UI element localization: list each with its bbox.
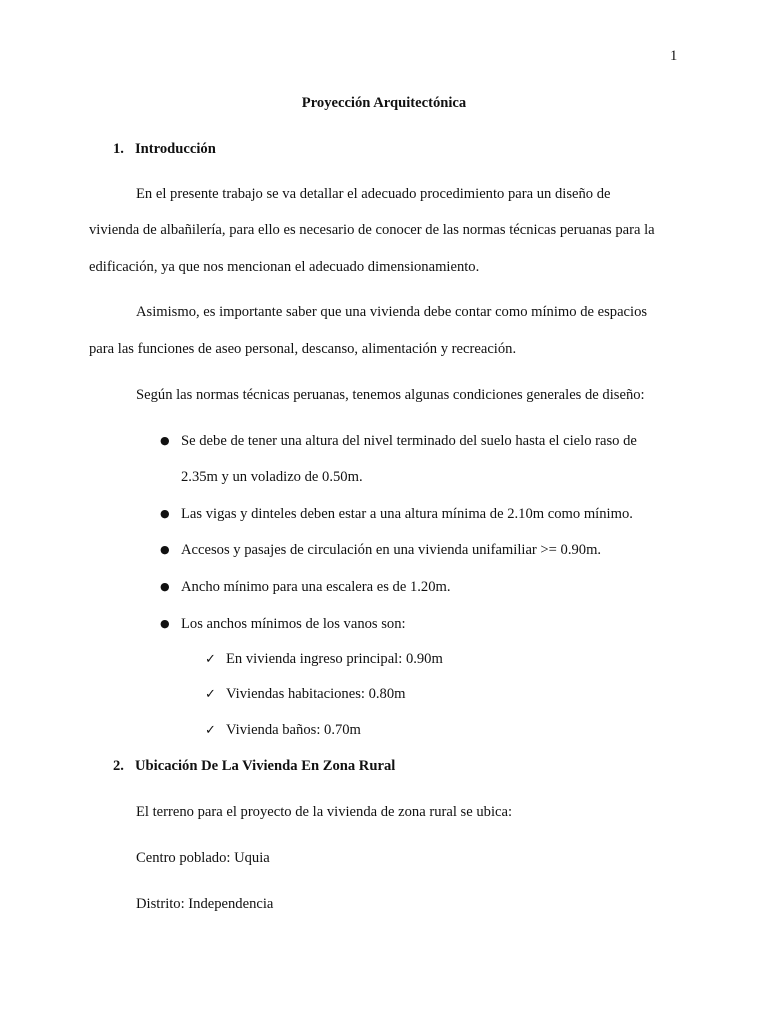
intro-paragraph-line-3: edificación, ya que nos mencionan el adecuado dimensionamiento. [89,259,480,275]
bullet-item [160,617,406,632]
bullet-text: Las vigas y dinteles deben estar a una altura mínima de 2.10m como mínimo. [181,506,633,522]
bullet-text: Ancho mínimo para una escalera es de 1.20m. [181,579,451,595]
bullet-text: Se debe de tener una altura del nivel terminado del suelo hasta el cielo raso de [181,433,637,449]
section-2-title: Ubicación De La Vivienda En Zona Rural [135,758,396,774]
section-1-number: 1. [113,141,124,157]
page-number: 1 [670,48,678,64]
location-paragraph: El terreno para el proyecto de la vivienda de zona rural se ubica: [136,804,513,820]
centro-poblado-line: Centro poblado: Uquia [136,850,270,866]
spaces-paragraph-line-2: para las funciones de aseo personal, descanso, alimentación y recreación. [89,341,517,357]
bullet-item [160,543,601,558]
distrito-line: Distrito: Independencia [136,896,274,912]
bullet-icon: ● [160,580,170,593]
bullet-icon: ● [160,617,170,630]
check-item [205,723,361,738]
check-text: Viviendas habitaciones: 0.80m [226,686,406,702]
bullet-text-continuation: 2.35m y un voladizo de 0.50m. [181,469,363,485]
bullet-item [160,434,637,449]
check-text: En vivienda ingreso principal: 0.90m [226,651,443,667]
section-1-heading [113,142,216,157]
bullet-icon: ● [160,507,170,520]
bullet-text: Accesos y pasajes de circulación en una vivienda unifamiliar >= 0.90m. [181,542,602,558]
bullet-text: Los anchos mínimos de los vanos son: [181,616,406,632]
bullet-item [160,580,451,595]
checkmark-icon: ✓ [205,652,216,667]
spaces-paragraph-line-1: Asimismo, es importante saber que una vivienda debe contar como mínimo de espacios [136,304,648,320]
norms-paragraph: Según las normas técnicas peruanas, tenemos algunas condiciones generales de diseño: [136,387,645,403]
intro-paragraph-line-2: vivienda de albañilería, para ello es necesario de conocer de las normas técnicas peruanas para la [89,222,655,238]
bullet-item [160,507,633,522]
document-title: Proyección Arquitectónica [301,95,467,111]
intro-paragraph-line-1: En el presente trabajo se va detallar el adecuado procedimiento para un diseño de [136,186,611,202]
check-item [205,652,443,667]
checkmark-icon: ✓ [205,687,216,702]
section-2-heading [113,759,395,774]
check-item [205,687,405,702]
bullet-icon: ● [160,434,170,447]
checkmark-icon: ✓ [205,723,216,738]
check-text: Vivienda baños: 0.70m [226,722,361,738]
bullet-icon: ● [160,543,170,556]
section-1-title: Introducción [135,141,216,157]
section-2-number: 2. [113,758,124,774]
